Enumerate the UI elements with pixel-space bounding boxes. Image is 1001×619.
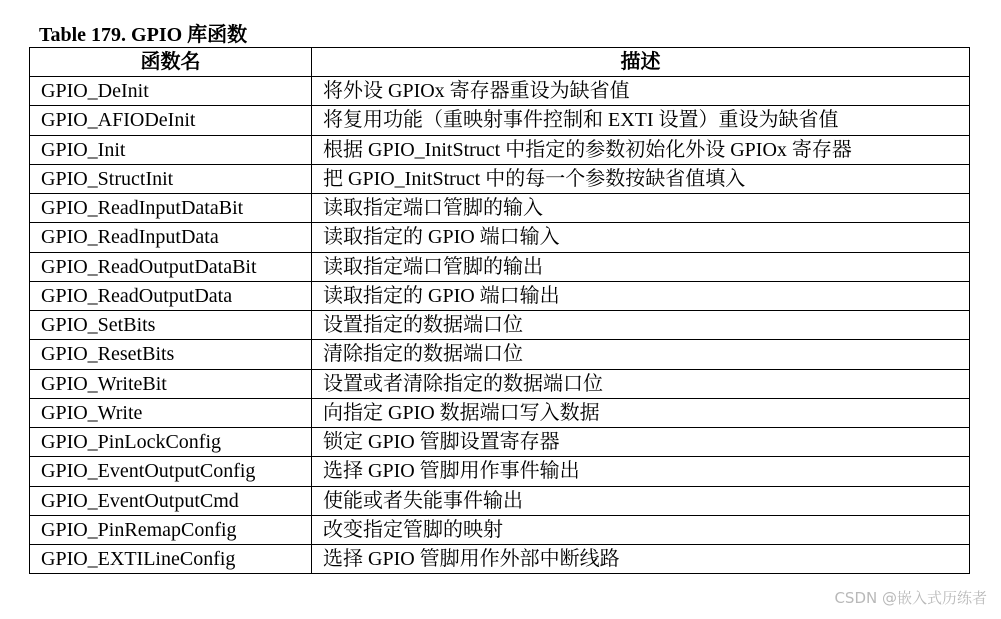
description-cell: 锁定 GPIO 管脚设置寄存器 — [312, 428, 970, 457]
function-name-cell: GPIO_ReadInputDataBit — [30, 194, 312, 223]
description-cell: 改变指定管脚的映射 — [312, 515, 970, 544]
function-name-cell: GPIO_DeInit — [30, 77, 312, 106]
table-row — [30, 340, 970, 369]
function-name-cell: GPIO_PinRemapConfig — [30, 515, 312, 544]
function-name-cell: GPIO_PinLockConfig — [30, 428, 312, 457]
csdn-watermark: CSDN @嵌入式历练者 — [834, 589, 987, 607]
table-row — [30, 311, 970, 340]
table-header-row — [30, 48, 970, 77]
description-cell: 清除指定的数据端口位 — [312, 340, 970, 369]
table-row — [30, 369, 970, 398]
function-name-cell: GPIO_ReadOutputData — [30, 281, 312, 310]
function-name-cell: GPIO_ReadInputData — [30, 223, 312, 252]
table-row — [30, 428, 970, 457]
table-row — [30, 515, 970, 544]
table-row — [30, 106, 970, 135]
description-cell: 把 GPIO_InitStruct 中的每一个参数按缺省值填入 — [312, 164, 970, 193]
table-row — [30, 486, 970, 515]
table-row — [30, 252, 970, 281]
function-name-cell: GPIO_EventOutputConfig — [30, 457, 312, 486]
header-description: 描述 — [312, 48, 970, 77]
description-cell: 读取指定的 GPIO 端口输出 — [312, 281, 970, 310]
function-name-cell: GPIO_Write — [30, 398, 312, 427]
description-cell: 将复用功能（重映射事件控制和 EXTI 设置）重设为缺省值 — [312, 106, 970, 135]
table-row — [30, 457, 970, 486]
table-row — [30, 281, 970, 310]
description-cell: 使能或者失能事件输出 — [312, 486, 970, 515]
description-cell: 设置或者清除指定的数据端口位 — [312, 369, 970, 398]
gpio-function-table — [29, 47, 970, 574]
function-name-cell: GPIO_Init — [30, 135, 312, 164]
table-row — [30, 398, 970, 427]
description-cell: 读取指定的 GPIO 端口输入 — [312, 223, 970, 252]
description-cell: 根据 GPIO_InitStruct 中指定的参数初始化外设 GPIOx 寄存器 — [312, 135, 970, 164]
table-row — [30, 164, 970, 193]
table-row — [30, 135, 970, 164]
table-title: Table 179. GPIO 库函数 — [39, 24, 248, 46]
function-name-cell: GPIO_EventOutputCmd — [30, 486, 312, 515]
header-function-name: 函数名 — [30, 48, 312, 77]
function-name-cell: GPIO_StructInit — [30, 164, 312, 193]
table-row — [30, 194, 970, 223]
function-name-cell: GPIO_ResetBits — [30, 340, 312, 369]
function-name-cell: GPIO_EXTILineConfig — [30, 545, 312, 574]
description-cell: 将外设 GPIOx 寄存器重设为缺省值 — [312, 77, 970, 106]
description-cell: 选择 GPIO 管脚用作外部中断线路 — [312, 545, 970, 574]
function-name-cell: GPIO_WriteBit — [30, 369, 312, 398]
table-row — [30, 77, 970, 106]
table-row — [30, 545, 970, 574]
description-cell: 读取指定端口管脚的输入 — [312, 194, 970, 223]
description-cell: 选择 GPIO 管脚用作事件输出 — [312, 457, 970, 486]
function-name-cell: GPIO_SetBits — [30, 311, 312, 340]
description-cell: 向指定 GPIO 数据端口写入数据 — [312, 398, 970, 427]
function-name-cell: GPIO_ReadOutputDataBit — [30, 252, 312, 281]
table-row — [30, 223, 970, 252]
function-name-cell: GPIO_AFIODeInit — [30, 106, 312, 135]
description-cell: 设置指定的数据端口位 — [312, 311, 970, 340]
description-cell: 读取指定端口管脚的输出 — [312, 252, 970, 281]
